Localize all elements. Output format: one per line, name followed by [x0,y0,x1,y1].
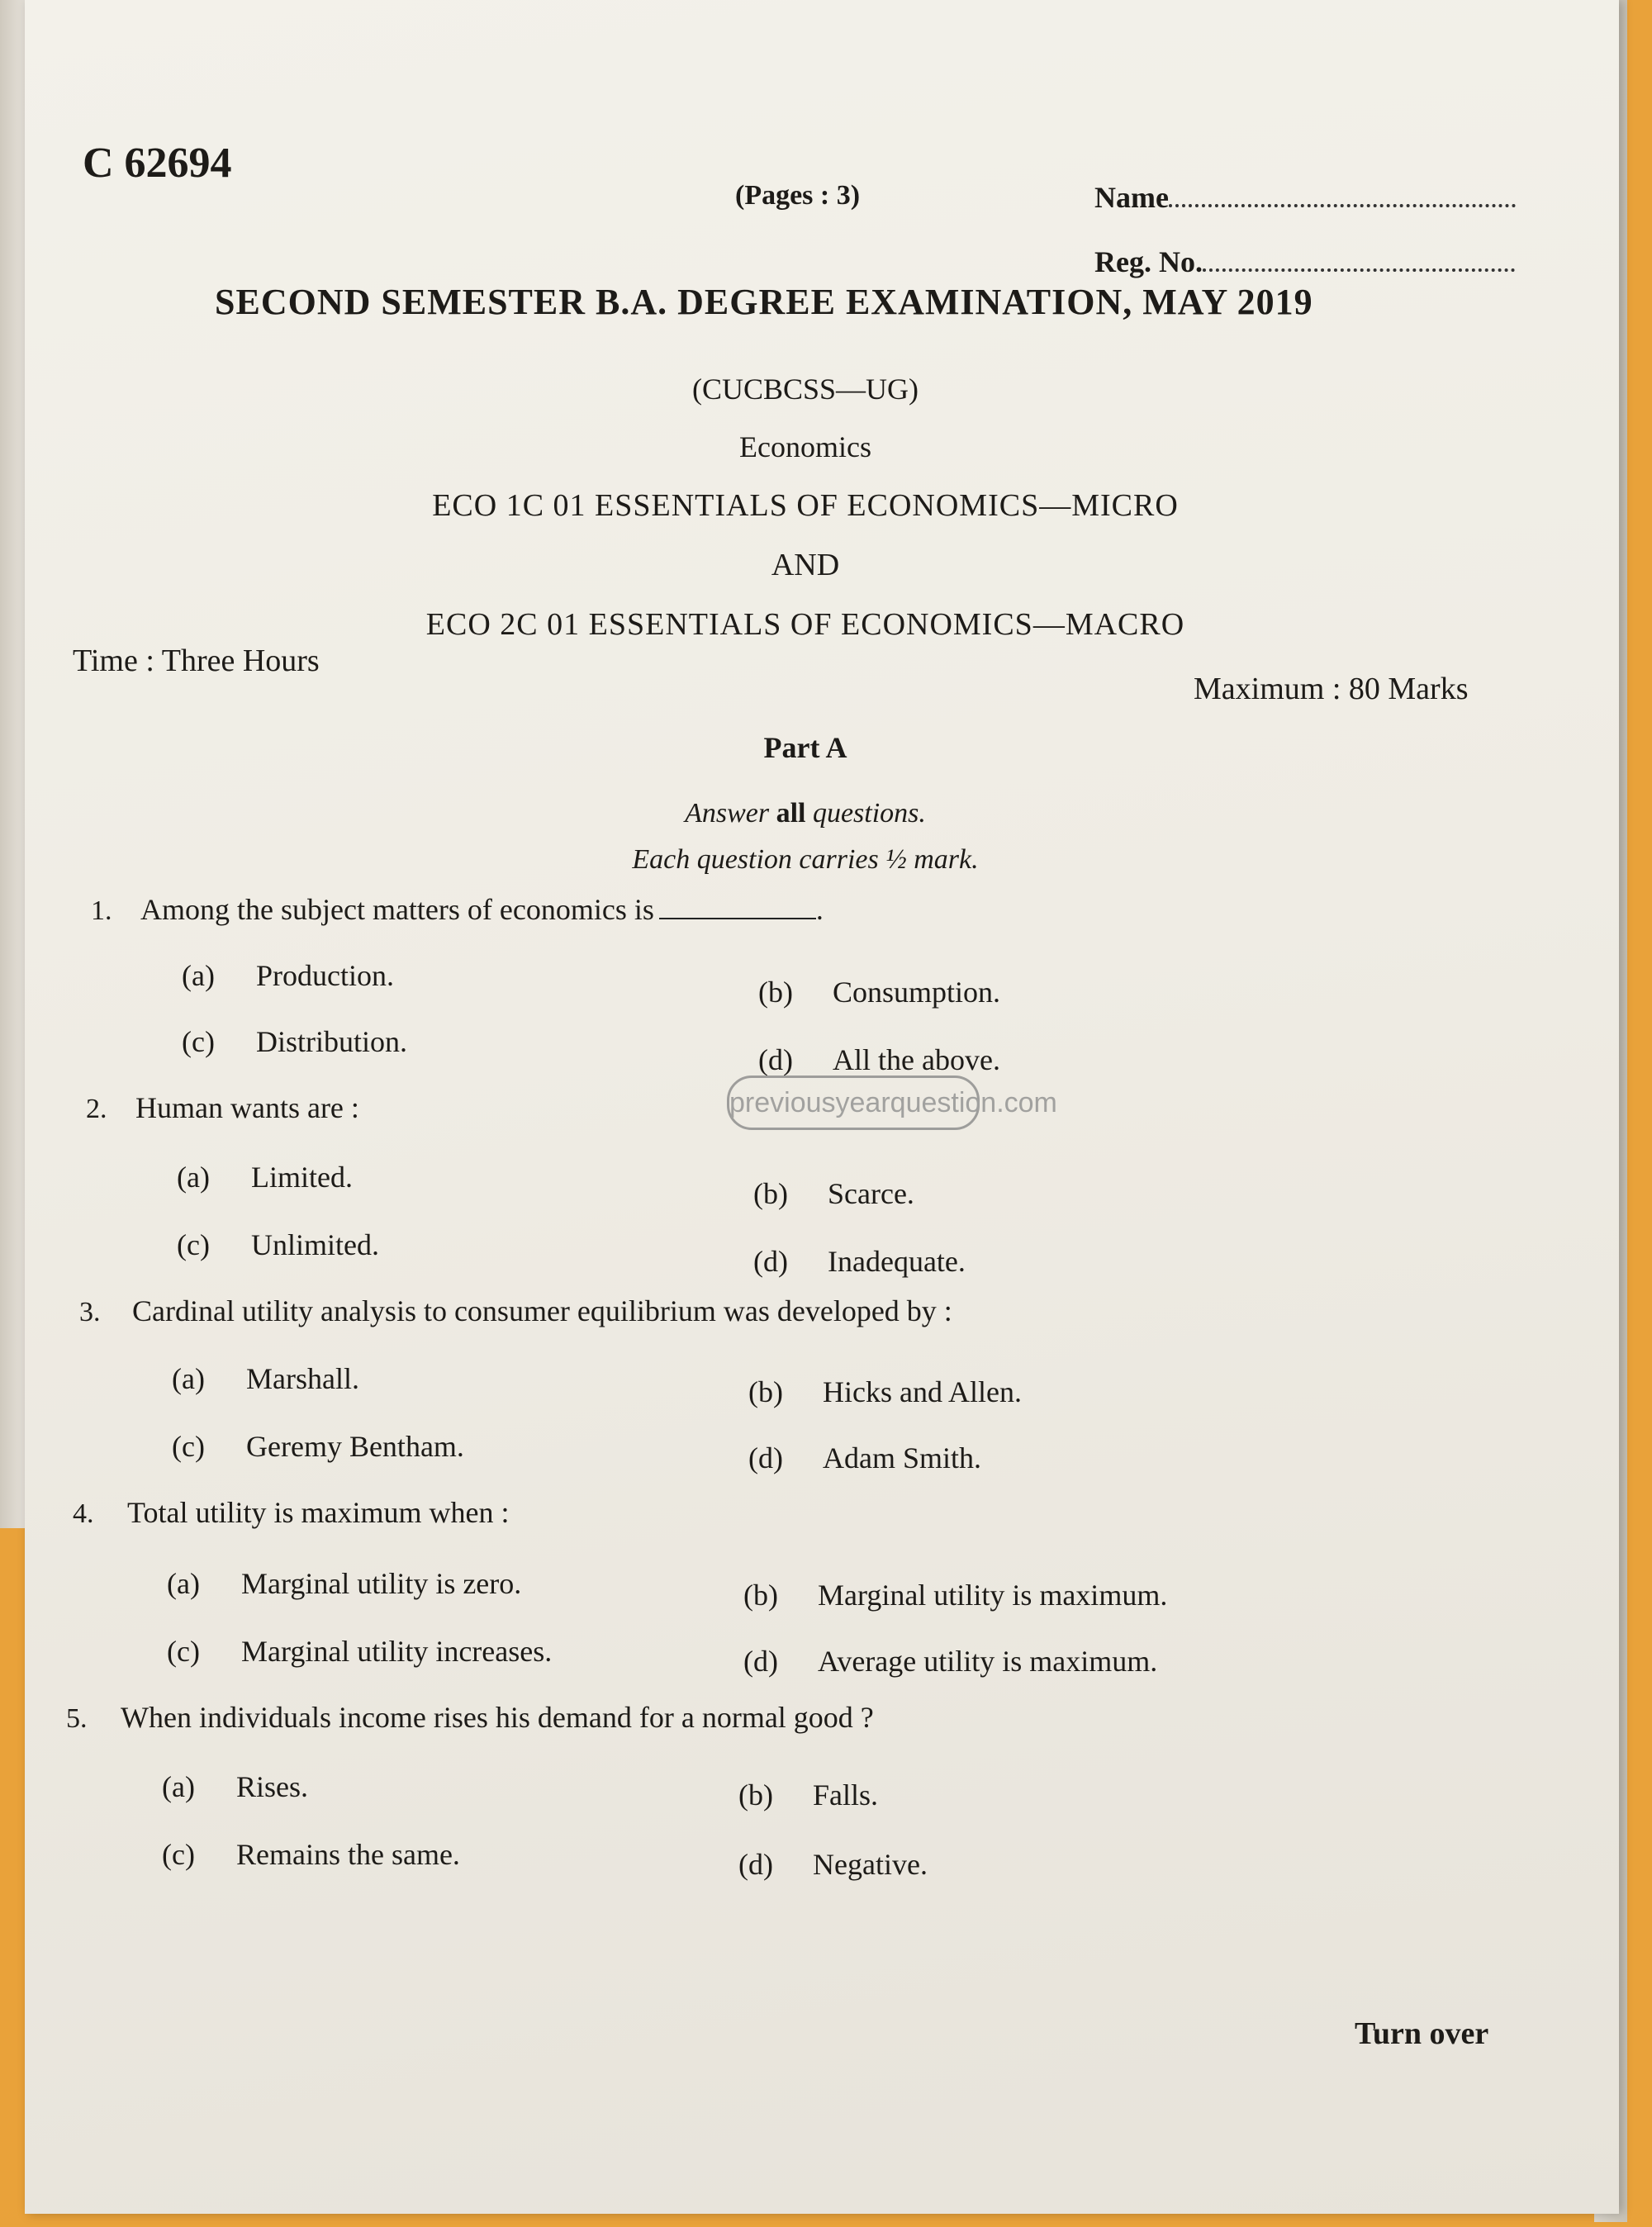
option-3b: (b) Hicks and Allen. [748,1375,1022,1408]
question-1: 1. Among the subject matters of economics is . [91,893,824,926]
exam-sheet [25,0,1619,2214]
option-2a: (a) Limited. [177,1161,353,1194]
question-3: 3. Cardinal utility analysis to consumer equilibrium was developed by : [79,1294,952,1327]
paper-title-micro: ECO 1C 01 ESSENTIALS OF ECONOMICS—MICRO [432,488,1179,523]
page-edge-left [0,0,28,1528]
exam-time: Time : Three Hours [73,643,320,678]
option-5c: (c) Remains the same. [162,1838,460,1871]
paper-title-macro: ECO 2C 01 ESSENTIALS OF ECONOMICS—MACRO [425,607,1185,642]
option-2c: (c) Unlimited. [177,1228,379,1261]
option-3c: (c) Geremy Bentham. [172,1430,464,1463]
page-count: (Pages : 3) [735,180,861,211]
question-5: 5. When individuals income rises his demand for a normal good ? [66,1701,874,1734]
exam-scheme: (CUCBCSS—UG) [691,373,919,406]
option-1d: (d) All the above. [758,1043,1000,1076]
option-1c: (c) Distribution. [182,1025,408,1058]
reg-no-field [1094,245,1515,279]
option-4a: (a) Marginal utility is zero. [167,1567,522,1600]
reg-no-blank [1203,245,1515,272]
option-5d: (d) Negative. [738,1848,928,1881]
paper-and: AND [771,548,840,582]
name-field [1094,180,1516,215]
option-5b: (b) Falls. [738,1778,879,1812]
option-2d: (d) Inadequate. [753,1245,966,1278]
instruction-marks: Each question carries ½ mark. [632,844,979,875]
name-label: Name [1094,181,1169,214]
option-4d: (d) Average utility is maximum. [743,1645,1158,1678]
question-4: 4. Total utility is maximum when : [73,1496,510,1529]
part-title: Part A [763,731,847,764]
option-3a: (a) Marshall. [172,1362,359,1395]
answer-blank [659,918,816,919]
max-marks: Maximum : 80 Marks [1194,672,1469,706]
option-4c: (c) Marginal utility increases. [167,1635,553,1668]
option-1b: (b) Consumption. [758,976,1001,1009]
paper-code: C 62694 [83,140,232,187]
question-2: 2. Human wants are : [86,1091,359,1124]
turn-over-note: Turn over [1355,2016,1489,2051]
option-3d: (d) Adam Smith. [748,1441,982,1474]
reg-no-label: Reg. No. [1094,245,1203,278]
exam-title: SECOND SEMESTER B.A. DEGREE EXAMINATION, MAY 2019 [215,282,1313,322]
instruction-answer-all: Answer all questions. [685,798,926,829]
option-5a: (a) Rises. [162,1770,309,1803]
name-blank [1169,181,1516,207]
watermark: previousyearquestion.com [727,1076,980,1130]
option-1a: (a) Production. [182,959,394,992]
option-2b: (b) Scarce. [753,1177,914,1210]
exam-subject: Economics [739,430,871,463]
option-4b: (b) Marginal utility is maximum. [743,1579,1168,1612]
